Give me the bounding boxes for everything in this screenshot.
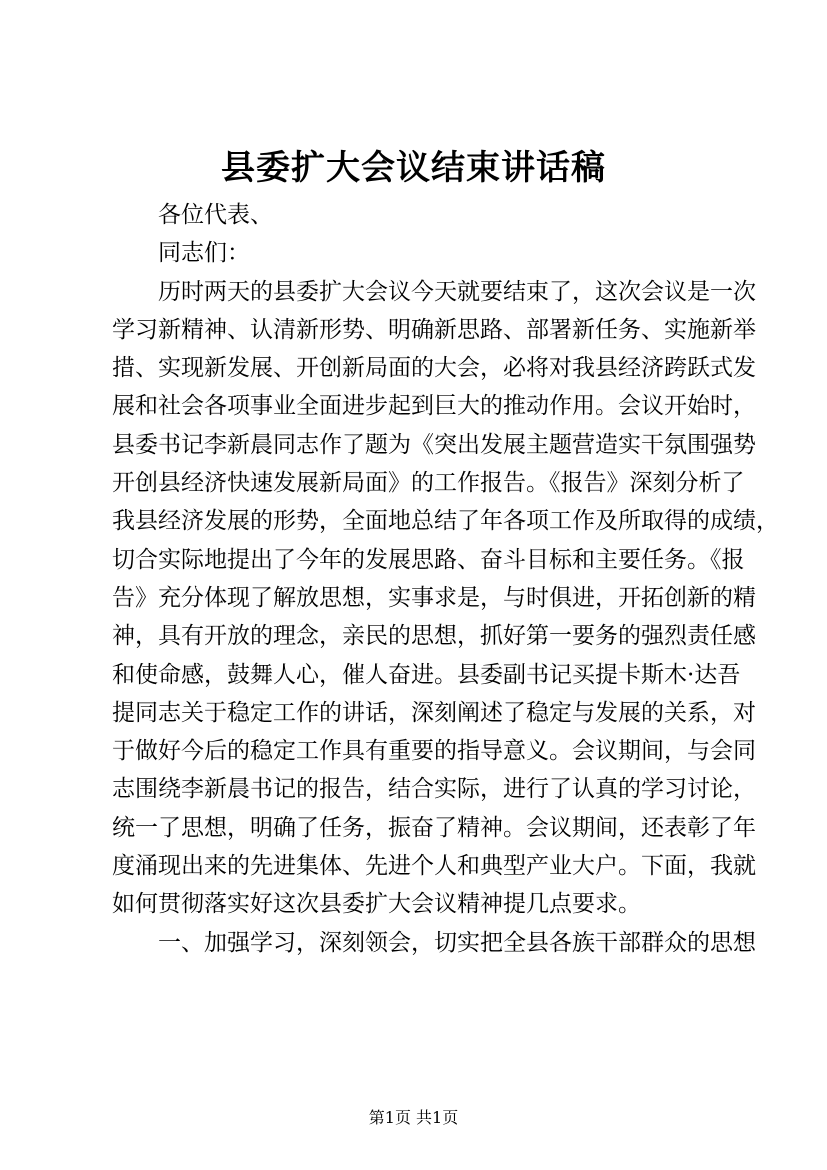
- paragraph-line: 如何贯彻落实好这次县委扩大会议精神提几点要求。: [112, 891, 641, 918]
- paragraph-line: 展和社会各项事业全面进步起到巨大的推动作用。会议开始时，: [112, 393, 756, 420]
- document-body: [112, 196, 779, 962]
- salutation-line: 同志们：: [158, 240, 250, 267]
- paragraph-line: 我县经济发展的形势，全面地总结了年各项工作及所取得的成绩，: [112, 508, 779, 535]
- paragraph-line: 度涌现出来的先进集体、先进个人和典型产业大户。下面，我就: [112, 853, 756, 880]
- paragraph-line: 学习新精神、认清新形势、明确新思路、部署新任务、实施新举: [112, 316, 756, 343]
- paragraph-line: 统一了思想，明确了任务，振奋了精神。会议期间，还表彰了年: [112, 814, 756, 841]
- paragraph-line: 历时两天的县委扩大会议今天就要结束了，这次会议是一次: [158, 278, 756, 305]
- section-heading-line: 一、加强学习，深刻领会，切实把全县各族干部群众的思想: [158, 929, 756, 956]
- paragraph-line: 提同志关于稳定工作的讲话，深刻阐述了稳定与发展的关系，对: [112, 699, 756, 726]
- salutation-line: 各位代表、: [158, 202, 273, 228]
- paragraph-line: 志围绕李新晨书记的报告，结合实际，进行了认真的学习讨论，: [112, 776, 756, 803]
- page-number-footer: 第1页 共1页: [368, 1108, 459, 1127]
- paragraph-line: 神，具有开放的理念，亲民的思想，抓好第一要务的强烈责任感: [112, 623, 756, 650]
- paragraph-line: 告》充分体现了解放思想，实事求是，与时俱进，开拓创新的精: [112, 584, 756, 611]
- paragraph-line: 县委书记李新晨同志作了题为《突出发展主题营造实干氛围强势: [112, 431, 756, 458]
- paragraph-line: 于做好今后的稳定工作具有重要的指导意义。会议期间，与会同: [112, 738, 756, 765]
- paragraph-line: 开创县经济快速发展新局面》的工作报告。《报告》深刻分析了: [112, 470, 745, 497]
- document-title: 县委扩大会议结束讲话稿: [221, 148, 606, 188]
- paragraph-line: 措、实现新发展、开创新局面的大会，必将对我县经济跨跃式发: [112, 355, 756, 382]
- paragraph-line: 和使命感，鼓舞人心，催人奋进。县委副书记买提卡斯木·达吾: [112, 661, 741, 688]
- paragraph-line: 切合实际地提出了今年的发展思路、奋斗目标和主要任务。《报: [112, 546, 745, 573]
